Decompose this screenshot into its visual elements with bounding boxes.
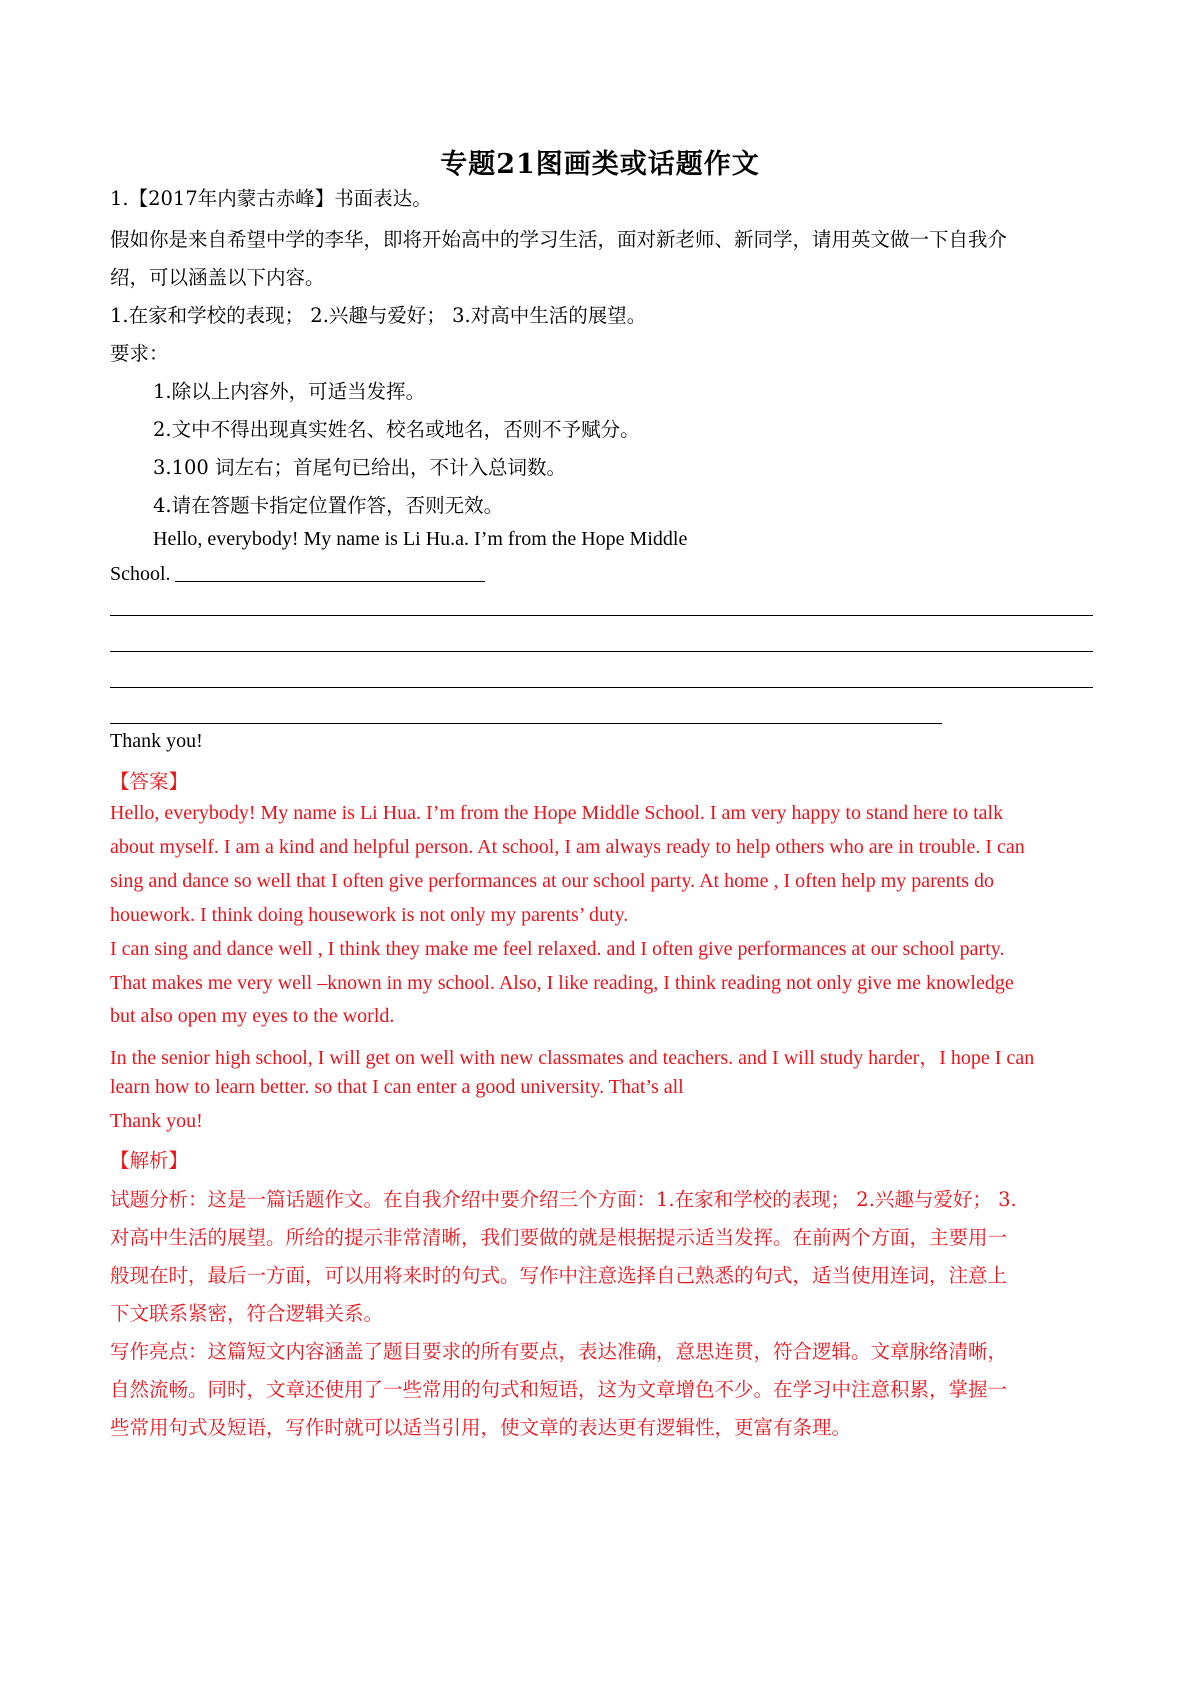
writing-blank-line[interactable] — [110, 687, 1093, 688]
opening-sentence-end: School. — [110, 563, 171, 585]
answer-line: about myself. I am a kind and helpful person. At school, I am always ready to help others who are in trouble. I can — [110, 836, 1025, 858]
answer-line: sing and dance so well that I often give performances at our school party. At home , I often help my parents do — [110, 870, 995, 892]
closing-sentence: Thank you! — [110, 730, 203, 752]
answer-line: learn how to learn better. so that I can enter a good university. That’s all — [110, 1076, 684, 1098]
requirements-label: 要求： — [110, 342, 169, 365]
answer-line: Hello, everybody! My name is Li Hua. I’m from the Hope Middle School. I am very happy to stand here to talk — [110, 802, 1004, 824]
writing-blank-line[interactable] — [110, 723, 942, 724]
requirement-item: 4.请在答题卡指定位置作答，否则无效。 — [153, 494, 504, 517]
answer-line: I can sing and dance well , I think they make me feel relaxed. and I often give performances at our school party. — [110, 938, 1005, 960]
analysis-line: 下文联系紧密，符合逻辑关系。 — [110, 1302, 384, 1325]
answer-line: That makes me very well –known in my school. Also, I like reading, I think reading not only give me knowledge — [110, 972, 1014, 994]
analysis-line: 般现在时，最后一方面，可以用将来时的句式。写作中注意选择自己熟悉的句式，适当使用连词，注意上 — [110, 1264, 1008, 1287]
prompt-line-2: 绍，可以涵盖以下内容。 — [110, 266, 325, 289]
question-header: 1.【2017年内蒙古赤峰】书面表达。 — [110, 187, 432, 210]
analysis-line: 对高中生活的展望。所给的提示非常清晰，我们要做的就是根据提示适当发挥。在前两个方面，主要用一 — [110, 1226, 1008, 1249]
answer-label: 【答案】 — [110, 770, 189, 793]
analysis-label: 【解析】 — [110, 1149, 189, 1172]
answer-line: but also open my eyes to the world. — [110, 1005, 395, 1027]
requirement-item: 1.除以上内容外，可适当发挥。 — [153, 380, 426, 403]
writing-blank-line[interactable] — [110, 651, 1093, 652]
answer-line: Thank you! — [110, 1110, 203, 1132]
content-points: 1.在家和学校的表现； 2.兴趣与爱好； 3.对高中生活的展望。 — [110, 304, 647, 327]
page-title: 专题21图画类或话题作文 — [440, 149, 760, 180]
analysis-line: 写作亮点：这篇短文内容涵盖了题目要求的所有要点，表达准确，意思连贯，符合逻辑。文章脉络清晰， — [110, 1340, 1008, 1363]
answer-line: houework. I think doing housework is not only my parents’ duty. — [110, 904, 629, 926]
writing-blank-line[interactable] — [110, 615, 1093, 616]
requirement-item: 3.100 词左右；首尾句已给出，不计入总词数。 — [153, 456, 567, 479]
writing-blank-line[interactable] — [175, 581, 485, 582]
prompt-line-1: 假如你是来自希望中学的李华，即将开始高中的学习生活，面对新老师、新同学，请用英文做一下自我介 — [110, 228, 1008, 251]
analysis-line: 试题分析：这是一篇话题作文。在自我介绍中要介绍三个方面：1.在家和学校的表现； 2.兴趣与爱好； 3. — [110, 1188, 1017, 1211]
requirement-item: 2.文中不得出现真实姓名、校名或地名，否则不予赋分。 — [153, 418, 640, 441]
analysis-line: 些常用句式及短语，写作时就可以适当引用，使文章的表达更有逻辑性，更富有条理。 — [110, 1416, 852, 1439]
analysis-line: 自然流畅。同时，文章还使用了一些常用的句式和短语，这为文章增色不少。在学习中注意积累，掌握一 — [110, 1378, 1008, 1401]
opening-sentence: Hello, everybody! My name is Li Hu.a. I’m from the Hope Middle — [153, 528, 688, 550]
answer-line: In the senior high school, I will get on well with new classmates and teachers. and I will study harder，I hope I can — [110, 1047, 1035, 1069]
